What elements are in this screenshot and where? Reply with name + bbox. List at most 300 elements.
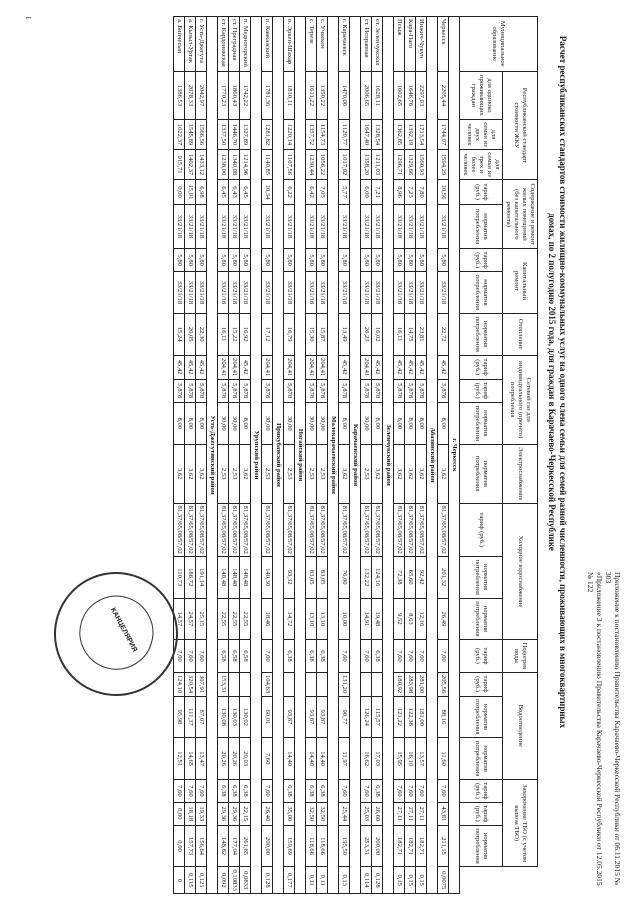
table-cell: 33/21/18 [339,204,350,249]
table-cell: 30,00 [317,402,328,444]
table-cell: 10,56 [438,180,449,204]
table-cell: 22,30 [196,313,207,355]
table-cell: 0,10833 [229,867,240,894]
table-cell: 6,45 [240,180,251,204]
table-cell: 1358,20 [361,149,372,180]
table-cell: 14,65 [185,738,196,780]
table-cell: 32,50 [317,802,328,825]
table-cell: 6,38 [317,640,328,672]
table-cell: 81,37/65,08/57,02 [405,503,416,556]
table-cell: 6,38 [317,780,328,803]
row-municipality: а. Кызыл-Уртак [185,17,196,72]
group-name: Малокарачаевский район [328,17,339,894]
table-cell: 6,00 [361,180,372,204]
table-cell: 33/21/18 [438,204,449,249]
table-cell: 6,42 [306,180,317,204]
table-cell: 33/21/18 [361,204,372,249]
table-cell: 33/21/18 [372,204,383,249]
table-cell: 6,38 [306,780,317,803]
table-cell: 1328,54 [372,120,383,149]
table-cell: 307,91 [196,672,207,696]
table-cell: 130,08 [218,696,229,738]
table-cell: 87,07 [196,696,207,738]
table-cell: 2297,03 [416,71,427,120]
table-cell: 30,00 [229,402,240,444]
document-title: Расчет республиканских стандартов стоимости жилищно-коммунальных услуг на одного члена семьи для семей разной численности, проживающих в многоквартирных домах, по 2 полугодию 2015 года, для граждан в Карачаево-Черкесской Республике [547,35,568,729]
table-cell: 6,38 [240,780,251,803]
table-cell: 1340,08 [229,149,240,180]
table-cell: 33/21/18 [416,272,427,314]
table-cell: 283,98 [405,672,416,696]
table-cell: 2,53 [262,444,273,503]
table-cell: 7,60 [416,640,427,672]
table-cell: 22,72 [438,313,449,355]
table-cell: 5,878 [372,379,383,402]
table-row [229,17,240,894]
table-cell: 18,46 [262,598,273,640]
table-cell: 45,42 [416,355,427,379]
table-cell: 81,37/65,08/57,02 [218,503,229,556]
table-cell: 177,04 [229,825,240,867]
sub-norm: норматив потребления [460,272,503,314]
appendix-line-2: «Приложение 3 к постановлению Правительства Карачаево-Черкесской Республики от 12.05.2015 № 122 [586,572,604,886]
col-cold-water: Холодное водоснабжение [503,503,538,640]
table-cell: 0 [174,867,185,894]
table-cell: 15,30 [306,313,317,355]
table-cell: 7,60 [416,780,427,803]
group-name: Зеленчукский район [383,17,394,894]
table-cell: 93,87 [306,696,317,738]
table-cell: 1386,53 [174,71,185,120]
table-cell: 1017,02 [339,149,350,180]
table-cell: 45,42 [394,355,405,379]
table-cell: 81,37/65,08/57,02 [394,503,405,556]
table-cell: 81,37/65,08/57,02 [262,503,273,556]
group-name: Прикубанский район [273,17,284,894]
table-cell: 5,878 [416,379,427,402]
table-cell: 1860,43 [229,71,240,120]
table-cell: 7,23 [405,180,416,204]
table-row [284,17,295,894]
table-cell: 26,40 [262,802,273,825]
table-cell: 1611,22 [306,71,317,120]
table-cell: 81,37/65,08/57,02 [372,503,383,556]
sub-norm: норматив потребления [460,402,503,444]
table-cell: 30,00 [218,402,229,444]
table-cell: 33/21/18 [361,272,372,314]
table-cell: 2,53 [361,444,372,503]
table-cell: 15,01 [185,180,196,204]
table-cell: 111,37 [185,696,196,738]
table-cell [284,672,295,696]
table-cell: 0,177 [284,867,295,894]
table-cell: 2,53 [317,444,328,503]
table-cell: 33/21/18 [174,204,185,249]
table-cell: 33/21/18 [372,272,383,314]
table-cell: 0,0075 [438,867,449,894]
table-cell: 148,48 [240,556,251,598]
table-cell: 8,00 [339,402,350,444]
table-cell: 0,15 [405,867,416,894]
table-cell: 204,41 [229,355,240,379]
table-cell: 45,42 [185,355,196,379]
table-cell: 1238,00 [218,149,229,180]
table-cell: 0,115 [185,867,196,894]
table-cell: 7,60 [339,640,350,672]
table-cell: 6,38 [284,640,295,672]
table-cell: 182,71 [416,825,427,867]
table-cell: 7,80 [416,180,427,204]
table-cell: 1296,71 [394,149,405,180]
table-cell: 45,42 [372,355,383,379]
table-cell: 281,00 [416,672,427,696]
sub-three: для семьи из трех и более человек [460,149,503,180]
table-cell: 81,37/65,08/57,02 [185,503,196,556]
table-cell: 7,60 [262,780,273,803]
row-municipality: г. Карачаевск [339,17,350,72]
table-cell: 261,65 [240,825,251,867]
col-sewage: Водоотведение [503,672,538,779]
table-cell: 81,37/65,08/57,02 [438,503,449,556]
table-cell: 60,01 [262,696,273,738]
table-cell: 93,87 [284,696,295,738]
table-cell: 13,10 [317,598,328,640]
table-cell: 45,42 [196,355,207,379]
group-row [207,17,218,894]
table-cell: 2078,33 [185,71,196,120]
table-cell: 124,16 [372,556,383,598]
header-row-1 [503,17,538,894]
table-cell: 180,92 [394,672,405,696]
table-cell [361,672,372,696]
table-cell: 25,44 [339,802,350,825]
table-cell: 13,47 [196,738,207,780]
table-cell: 33/21/18 [229,204,240,249]
table-cell: 1647,40 [361,120,372,149]
table-cell: 22,55 [240,598,251,640]
table-cell: 153,31 [218,672,229,696]
table-cell: 33/21/18 [438,272,449,314]
table-cell: 19,33 [196,802,207,825]
group-row [427,17,438,894]
table-cell: 1214,96 [240,149,251,180]
table-cell: 7,60 [361,780,372,803]
table-cell: 148,48 [229,556,240,598]
table-row [405,17,416,894]
table-cell: 1594,29 [438,149,449,180]
sub-norm: норматив потребления [460,738,503,780]
table-cell: 27,11 [416,802,427,825]
table-cell: 3,62 [438,444,449,503]
table-cell: 204,41 [262,355,273,379]
table-cell: 115,57 [372,696,383,738]
table-cell: 5,878 [218,379,229,402]
table-cell: 45,42 [240,355,251,379]
table-cell: 30,00 [284,402,295,444]
table-cell: 159,69 [284,825,295,867]
table-cell: 1744,07 [438,120,449,149]
table-cell: 81,37/65,08/57,02 [240,503,251,556]
row-municipality: Кара-Паго [405,17,416,72]
table-body [174,17,460,894]
table-cell: 204,41 [306,355,317,379]
table-cell: 0,114 [361,867,372,894]
table-cell: 43,81 [438,802,449,825]
table-cell: 5,80 [306,249,317,272]
table-cell: 110,73 [174,556,185,598]
col-heating: Отопление [503,313,538,355]
table-cell: 5,80 [174,249,185,272]
table-cell: 15,22 [229,313,240,355]
table-cell: 1211,03 [372,149,383,180]
table-cell [317,672,328,696]
sub-norm: норматив потребления [460,313,503,355]
table-cell: 83,05 [306,556,317,598]
table-row [306,17,317,894]
table-cell: 20,03 [240,738,251,780]
table-cell: 6,38 [284,780,295,803]
table-cell: 11,97 [339,738,350,780]
col-tbo: Захоронение ТБО (с учетом вывоза ТБО) [503,780,538,867]
table-cell: 5,80 [394,249,405,272]
table-cell: 5,878 [174,379,185,402]
table-cell: 5,80 [339,249,350,272]
sub-tariff: тариф (руб.) [460,640,503,672]
table-cell: 1327,89 [240,120,251,149]
sub-norm: норматив потребления [460,204,503,249]
sub-tariff: тариф (руб.) [460,503,503,556]
table-cell: 16,62 [361,738,372,780]
table-cell: 5,80 [240,249,251,272]
row-municipality: с. Учкекен [317,17,328,72]
table-cell: 1742,22 [240,71,251,120]
table-cell: 205,56 [438,672,449,696]
table-cell: 5,80 [361,249,372,272]
table-cell: 33/21/18 [240,204,251,249]
table-cell [372,672,383,696]
table-cell: 5,77 [339,180,350,204]
standards-table [173,16,538,894]
sub-tariff: тариф (руб.) [460,249,503,272]
row-municipality: п. Медногорский [240,17,251,72]
table-cell [306,672,317,696]
table-cell: 45,42 [174,355,185,379]
table-cell: 8,00 [372,402,383,444]
table-cell: 76,00 [339,556,350,598]
table-cell: 7,60 [174,640,185,672]
table-cell: 5,878 [240,379,251,402]
table-cell: 81,37/65,08/57,02 [306,503,317,556]
group-row [273,17,284,894]
table-cell: 6,38 [218,780,229,803]
table-cell: 33/21/18 [317,204,328,249]
col-gas: Сетевой газ для индивидуального (прочего) потребления [503,355,538,444]
table-cell: 14,91 [361,598,372,640]
row-municipality: ст. Зеленчукская [372,17,383,72]
table-cell: 92,42 [416,556,427,598]
table-cell: 81,37/65,08/57,02 [317,503,328,556]
table-cell: 0,15 [416,867,427,894]
table-cell: 7,60 [185,780,196,803]
table-cell: 6,58 [229,640,240,672]
table-cell: 1566,56 [196,120,207,149]
table-cell: 33/21/18 [284,204,295,249]
table-row [416,17,427,894]
table-cell: 81,37/65,08/57,02 [361,503,372,556]
table-cell: 33/21/18 [306,272,317,314]
table-cell: 17,03 [372,738,383,780]
table-cell: 81,37/65,08/57,02 [339,503,350,556]
table-cell: 33/21/18 [174,272,185,314]
table-cell: 1628,11 [372,71,383,120]
table-cell: 3,62 [372,444,383,503]
table-cell: 5,878 [229,379,240,402]
sub-tariff: тариф (руб.) [460,672,503,696]
table-cell: 2,53 [306,444,317,503]
table-cell: 131,20 [339,672,350,696]
table-cell: 0,121 [196,867,207,894]
table-cell: 5,80 [372,249,383,272]
table-cell: 7,60 [405,780,416,803]
table-cell: 211,15 [438,825,449,867]
table-cell: 5,878 [284,379,295,402]
table-cell: 30,00 [361,402,372,444]
table-cell: 33/21/18 [262,204,273,249]
table-cell: 3,62 [405,444,416,503]
table-cell: 33/21/18 [317,272,328,314]
table-cell: 19,48 [372,598,383,640]
table-cell: 7,60 [438,640,449,672]
table-row [196,17,207,894]
table-cell: 22,55 [218,598,229,640]
table-cell: 1140,85 [262,149,273,180]
table-row [394,17,405,894]
table-cell: 6,38 [306,640,317,672]
col-capital: Капитальный ремонт [503,249,538,314]
page-number: 1 [24,16,32,20]
sub-norm: норматив потребления [460,556,503,598]
table-cell: 2205,44 [438,71,449,120]
table-cell: 33/21/18 [262,272,273,314]
table-cell: 7,60 [185,640,196,672]
sub-norm: норматив потребления [460,444,503,503]
table-cell: 6,38 [229,780,240,803]
table-cell: 1545,89 [185,120,196,149]
table-cell: 6,43 [229,180,240,204]
table-cell: 1402,37 [185,149,196,180]
table-cell: 1220,14 [284,120,295,149]
table-row [240,17,251,894]
group-row [251,17,262,894]
table-cell [240,672,251,696]
table-cell: 1022,37 [174,120,185,149]
table-cell: 3,62 [174,444,185,503]
group-row [295,17,306,894]
table-cell: 204,41 [218,355,229,379]
table-cell: 186,72 [185,556,196,598]
table-cell: 5,878 [405,379,416,402]
table-cell: 5,878 [339,379,350,402]
table-cell: 0,15 [394,867,405,894]
rotated-sheet [18,12,628,897]
table-cell: 7,03 [317,180,328,204]
table-cell: 200,00 [372,825,383,867]
table-cell: 7,60 [394,780,405,803]
table-cell: 191,14 [196,556,207,598]
table-cell: 24,57 [185,598,196,640]
col-standard: Республиканский стандарт стоимости ЖКУ [503,71,538,180]
table-cell: 81,37/65,08/57,02 [416,503,427,556]
table-cell: 14,40 [306,738,317,780]
table-cell: 45,42 [405,355,416,379]
table-cell: 6,38 [372,640,383,672]
table-cell: 8,63 [405,598,416,640]
table-cell: 5,878 [394,379,405,402]
group-name: Карачаевский район [350,17,361,894]
row-municipality: Инжич-Чукун [416,17,427,72]
table-cell: 118,66 [306,825,317,867]
group-name: Урупский район [251,17,262,894]
table-cell: 8,00 [240,402,251,444]
table-cell: 915,71 [174,149,185,180]
table-cell: 15,87 [317,313,328,355]
table-row [262,17,273,894]
table-cell: 26,49 [438,598,449,640]
table-cell: 1781,36 [262,71,273,120]
table-cell: 0,11 [306,867,317,894]
seal-inner-ring [66,583,166,683]
table-cell: 33/21/18 [196,204,207,249]
table-cell: 16,11 [394,313,405,355]
table-cell: 201,32 [438,556,449,598]
table-cell: 7,60 [361,640,372,672]
table-cell: 13,57 [416,738,427,780]
table-cell: 8,00 [196,402,207,444]
table-cell: 7,60 [438,780,449,803]
table-cell: 1470,06 [339,71,350,120]
group-row [328,17,339,894]
row-municipality: ст. Исправная [361,17,372,72]
table-cell: 14,57 [174,598,185,640]
table-cell: 13,49 [339,313,350,355]
table-cell: 26,23 [361,313,372,355]
table-cell: 7,60 [262,640,273,672]
table-cell: 1646,76 [405,71,416,120]
table-cell: 81,37/65,08/57,02 [196,503,207,556]
table-cell: 33/21/18 [229,272,240,314]
table-cell: 1357,72 [306,120,317,149]
table-cell: 33/21/18 [394,272,405,314]
table-cell: 5,878 [361,379,372,402]
row-municipality: г. Усть-Джегута [196,17,207,72]
sub-single: для одиноко проживающих граждан [460,71,503,120]
table-cell: 2,53 [284,444,295,503]
table-cell: 33/21/18 [284,272,295,314]
group-name: г. Черкесск [449,17,460,894]
table-cell: 33/21/18 [185,204,196,249]
table-cell: 0,11 [317,867,328,894]
group-row [449,17,460,894]
table-cell: 8,96 [394,180,405,204]
table-cell: 45,42 [438,355,449,379]
table-cell: 1107,56 [284,149,295,180]
table-cell: 0,00 [174,802,185,825]
table-cell: 35,00 [284,802,295,825]
group-row [383,17,394,894]
table-cell: 29,36 [218,802,229,825]
header-row-2 [460,17,503,894]
table-cell: 16,92 [240,313,251,355]
